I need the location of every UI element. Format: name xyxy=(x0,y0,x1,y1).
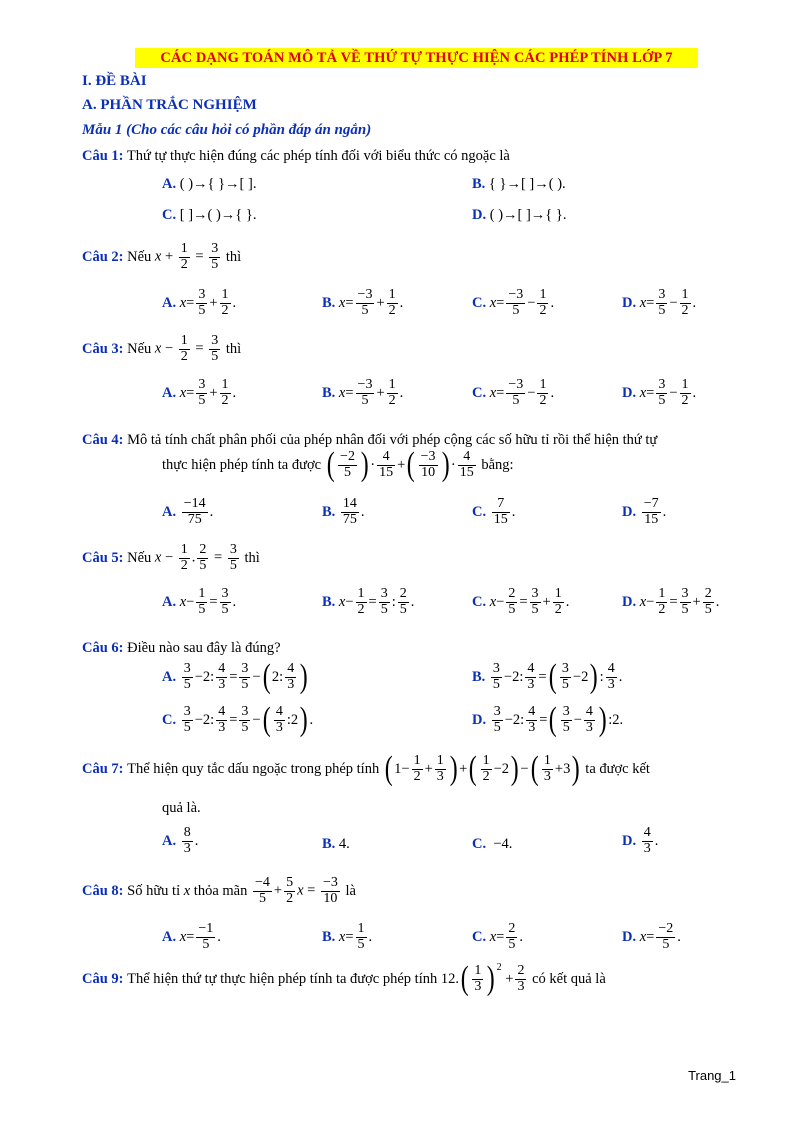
question-3: Câu 3: Nếu x − $\frac{1}{2}$ = $\frac{3}{5}$ thì xyxy=(82,333,242,364)
q3-option-c[interactable]: C. x = −3 5 − 1 2 . xyxy=(472,377,555,408)
question-1 xyxy=(82,146,510,166)
q3-option-a[interactable]: A. x = 3 5 + 1 2 . xyxy=(162,377,237,408)
question-label: Câu 1: xyxy=(82,148,124,164)
q8-option-d[interactable]: D. x = −2 5 . xyxy=(622,921,681,952)
q8-option-a[interactable]: A. x = −1 5 . xyxy=(162,921,221,952)
question-7: Câu 7: Thể hiện quy tắc dấu ngoặc trong phép tính ( 1− 1 2 + 1 3 ) + ( 1 2 −2 ) − ( 1 3 +3 ) ta được kết xyxy=(82,750,650,787)
section-heading: I. ĐỀ BÀI xyxy=(82,73,147,89)
q8-option-c[interactable]: C. x = 2 5 . xyxy=(472,921,523,952)
q5-option-a[interactable]: A. x − 1 5 = 3 5 . xyxy=(162,586,237,617)
equation: x + $\frac{1}{2}$ = $\frac{3}{5}$ xyxy=(154,241,219,272)
q7-option-a[interactable]: A. 8 3 . xyxy=(162,825,199,856)
q4-option-c[interactable]: C. 7 15 . xyxy=(472,496,516,527)
sample-heading: Mẫu 1 (Cho các câu hỏi có phần đáp án ngắn) xyxy=(82,122,372,138)
question-4: Câu 4: Mô tả tính chất phân phối của phép nhân đối với phép cộng các số hữu tỉ rồi thể hiện thứ tự xyxy=(82,432,658,448)
question-2: Câu 2: Nếu x + $\frac{1}{2}$ = $\frac{3}{5}$ thì xyxy=(82,241,242,272)
question-4-line2: thực hiện phép tính ta được ( −2 5 ) · 4 15 + ( −3 10 ) · 4 15 bằng: xyxy=(162,446,514,483)
q1-option-b[interactable]: B. { }→[ ]→( ). xyxy=(472,176,566,192)
q6-option-a[interactable]: A. 3 5 −2: 4 3 = 3 5 − ( 2: 4 3 ) xyxy=(162,658,308,695)
q4-option-d[interactable]: D. −7 15 . xyxy=(622,496,667,527)
q6-option-c[interactable]: C. 3 5 −2: 4 3 = 3 5 − ( 4 3 :2 ) . xyxy=(162,701,314,738)
q6-option-b[interactable]: B. 3 5 −2: 4 3 = ( 3 5 −2 ) : 4 3 . xyxy=(472,658,623,695)
q6-option-d[interactable]: D. 3 5 −2: 4 3 = ( 3 5 − 4 3 ) :2. xyxy=(472,701,624,738)
q3-option-d[interactable]: D. x = 3 5 − 1 2 . xyxy=(622,377,697,408)
question-8: Câu 8: Số hữu tỉ x thỏa mãn $\frac{-4}{5}$ + $\frac{5}{2}$ x = $\frac{-3}{10}$ là xyxy=(82,875,356,906)
page-number: Trang_1 xyxy=(688,1068,736,1083)
question-9: Câu 9: Thể hiện thứ tự thực hiện phép tính ta được phép tính 12. ( 1 3 ) $^2$ + 2 3 có kết quả là xyxy=(82,960,606,997)
question-6: Câu 6: Điều nào sau đây là đúng? xyxy=(82,640,281,656)
q2-option-b[interactable]: B. x = −3 5 + 1 2 . xyxy=(322,287,404,318)
q5-option-b[interactable]: B. x − 1 2 = 3 5 : 2 5 . xyxy=(322,586,415,617)
q3-option-b[interactable]: B. x = −3 5 + 1 2 . xyxy=(322,377,404,408)
subsection-heading: A. PHẦN TRẮC NGHIỆM xyxy=(82,97,257,113)
q8-option-b[interactable]: B. x = 1 5 . xyxy=(322,921,373,952)
q7-option-c[interactable]: C. −4. xyxy=(472,836,513,852)
q7-option-b[interactable]: B. 4. xyxy=(322,836,350,852)
q1-option-d[interactable]: D. ( )→[ ]→{ }. xyxy=(472,207,567,223)
q1-option-a[interactable]: A. ( )→{ }→[ ]. xyxy=(162,176,257,192)
question-7-line2: quả là. xyxy=(162,800,201,816)
q5-option-c[interactable]: C. x − 2 5 = 3 5 + 1 2 . xyxy=(472,586,570,617)
q5-option-d[interactable]: D. x − 1 2 = 3 5 + 2 5 . xyxy=(622,586,720,617)
q4-option-b[interactable]: B. 14 75 . xyxy=(322,496,365,527)
q2-option-a[interactable]: A. x = 3 5 + 1 2 . xyxy=(162,287,237,318)
q1-option-c[interactable]: C. [ ]→( )→{ }. xyxy=(162,207,257,223)
page-title: CÁC DẠNG TOÁN MÔ TẢ VỀ THỨ TỰ THỰC HIỆN CÁC PHÉP TÍNH LỚP 7 xyxy=(135,48,698,68)
question-text: Thứ tự thực hiện đúng các phép tính đối với biểu thức có ngoặc là xyxy=(126,148,510,164)
q7-option-d[interactable]: D. 4 3 . xyxy=(622,825,659,856)
q2-option-c[interactable]: C. x = −3 5 − 1 2 . xyxy=(472,287,555,318)
q4-option-a[interactable]: A. −14 75 . xyxy=(162,496,214,527)
q2-option-d[interactable]: D. x = 3 5 − 1 2 . xyxy=(622,287,697,318)
question-5: Câu 5: Nếu x − $\frac{1}{2}$ . $\frac{2}{5}$ = $\frac{3}{5}$ thì xyxy=(82,542,260,573)
